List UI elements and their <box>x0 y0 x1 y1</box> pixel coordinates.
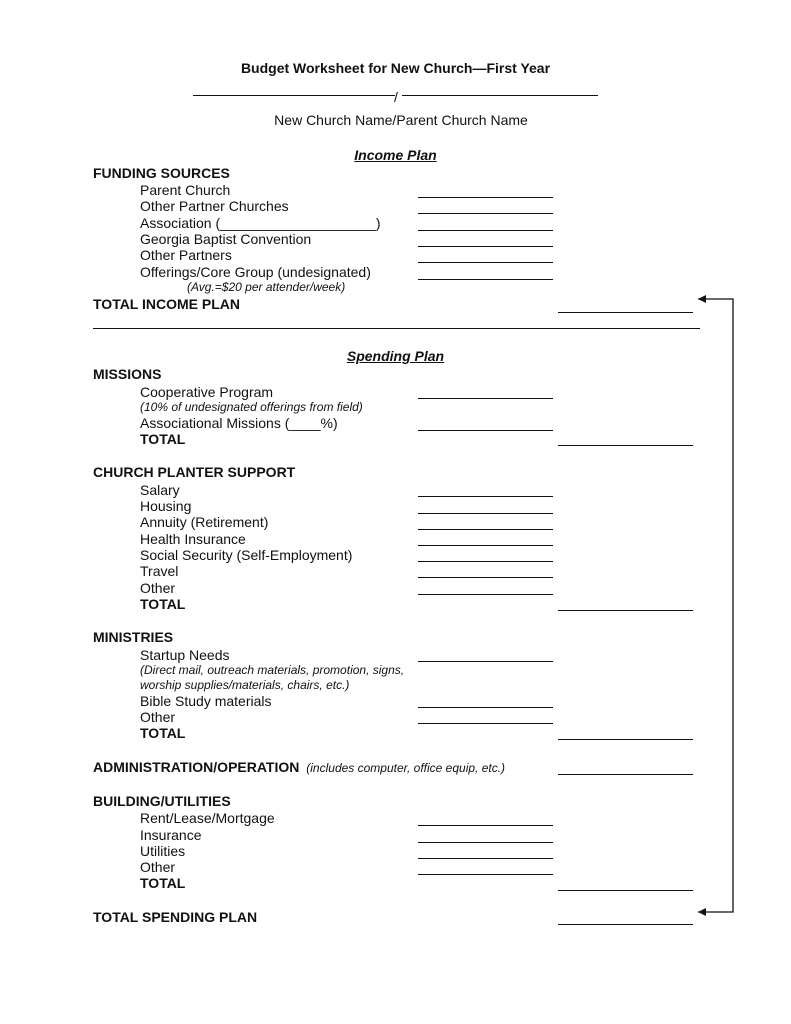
support-item: Annuity (Retirement) <box>140 514 269 530</box>
arrow-head-icon <box>698 908 706 916</box>
funding-note: (Avg.=$20 per attender/week) <box>187 280 346 294</box>
amount-blank[interactable] <box>418 230 553 231</box>
amount-blank[interactable] <box>418 545 553 546</box>
ministries-item: Other <box>140 709 176 725</box>
building-item: Utilities <box>140 843 186 859</box>
building-total: TOTAL <box>140 875 186 891</box>
support-item: Salary <box>140 482 180 498</box>
amount-blank[interactable] <box>418 577 553 578</box>
amount-blank[interactable] <box>418 594 553 595</box>
administration-title: ADMINISTRATION/OPERATION <box>93 759 300 775</box>
parent-church-name-blank[interactable] <box>402 95 598 96</box>
funding-item: Other Partners <box>140 247 232 263</box>
spending-plan-heading: Spending Plan <box>346 348 445 364</box>
building-utilities-label: BUILDING/UTILITIES <box>93 793 231 809</box>
funding-item: Association (____________________) <box>140 215 381 231</box>
funding-item: Offerings/Core Group (undesignated) <box>140 264 371 280</box>
missions-item: Associational Missions (____%) <box>140 415 338 431</box>
total-spending-blank[interactable] <box>558 924 693 925</box>
arrow-head-icon <box>698 295 706 303</box>
missions-item: Cooperative Program <box>140 384 274 400</box>
support-item: Housing <box>140 498 192 514</box>
name-separator: / <box>394 89 398 105</box>
total-spending-label: TOTAL SPENDING PLAN <box>93 909 258 925</box>
amount-blank[interactable] <box>418 661 553 662</box>
ministries-item: Startup Needs <box>140 647 230 663</box>
total-blank[interactable] <box>558 890 693 891</box>
missions-label: MISSIONS <box>93 366 162 382</box>
income-plan-heading: Income Plan <box>354 147 437 163</box>
new-church-name-blank[interactable] <box>193 95 395 96</box>
administration-note: (includes computer, office equip, etc.) <box>306 761 506 775</box>
support-item: Social Security (Self-Employment) <box>140 547 353 563</box>
name-caption: New Church Name/Parent Church Name <box>274 112 528 128</box>
amount-blank[interactable] <box>418 513 553 514</box>
funding-item: Georgia Baptist Convention <box>140 231 312 247</box>
total-blank[interactable] <box>558 774 693 775</box>
amount-blank[interactable] <box>418 398 553 399</box>
section-divider <box>93 328 700 329</box>
amount-blank[interactable] <box>418 262 553 263</box>
amount-blank[interactable] <box>418 561 553 562</box>
amount-blank[interactable] <box>418 197 553 198</box>
total-blank[interactable] <box>558 445 693 446</box>
ministries-note: worship supplies/materials, chairs, etc.) <box>140 678 350 692</box>
church-planter-support-label: CHURCH PLANTER SUPPORT <box>93 464 296 480</box>
amount-blank[interactable] <box>418 213 553 214</box>
administration-label <box>93 759 505 775</box>
amount-blank[interactable] <box>418 858 553 859</box>
amount-blank[interactable] <box>418 246 553 247</box>
amount-blank[interactable] <box>418 707 553 708</box>
building-item: Insurance <box>140 827 202 843</box>
funding-sources-label: FUNDING SOURCES <box>93 165 230 181</box>
missions-total: TOTAL <box>140 431 186 447</box>
support-item: Other <box>140 580 176 596</box>
amount-blank[interactable] <box>418 723 553 724</box>
amount-blank[interactable] <box>418 529 553 530</box>
amount-blank[interactable] <box>418 279 553 280</box>
amount-blank[interactable] <box>418 430 553 431</box>
total-blank[interactable] <box>558 739 693 740</box>
ministries-note: (Direct mail, outreach materials, promotion, signs, <box>140 663 405 677</box>
total-income-label: TOTAL INCOME PLAN <box>93 296 240 312</box>
missions-note: (10% of undesignated offerings from field) <box>140 400 363 414</box>
support-item: Health Insurance <box>140 531 246 547</box>
ministries-total: TOTAL <box>140 725 186 741</box>
total-income-blank[interactable] <box>558 312 693 313</box>
support-total: TOTAL <box>140 596 186 612</box>
ministries-label: MINISTRIES <box>93 629 174 645</box>
worksheet-title: Budget Worksheet for New Church—First Year <box>240 60 551 76</box>
funding-item: Parent Church <box>140 182 231 198</box>
funding-item: Other Partner Churches <box>140 198 289 214</box>
amount-blank[interactable] <box>418 496 553 497</box>
amount-blank[interactable] <box>418 874 553 875</box>
amount-blank[interactable] <box>418 842 553 843</box>
amount-blank[interactable] <box>418 825 553 826</box>
ministries-item: Bible Study materials <box>140 693 272 709</box>
building-item: Other <box>140 859 176 875</box>
support-item: Travel <box>140 563 179 579</box>
total-blank[interactable] <box>558 610 693 611</box>
building-item: Rent/Lease/Mortgage <box>140 810 275 826</box>
